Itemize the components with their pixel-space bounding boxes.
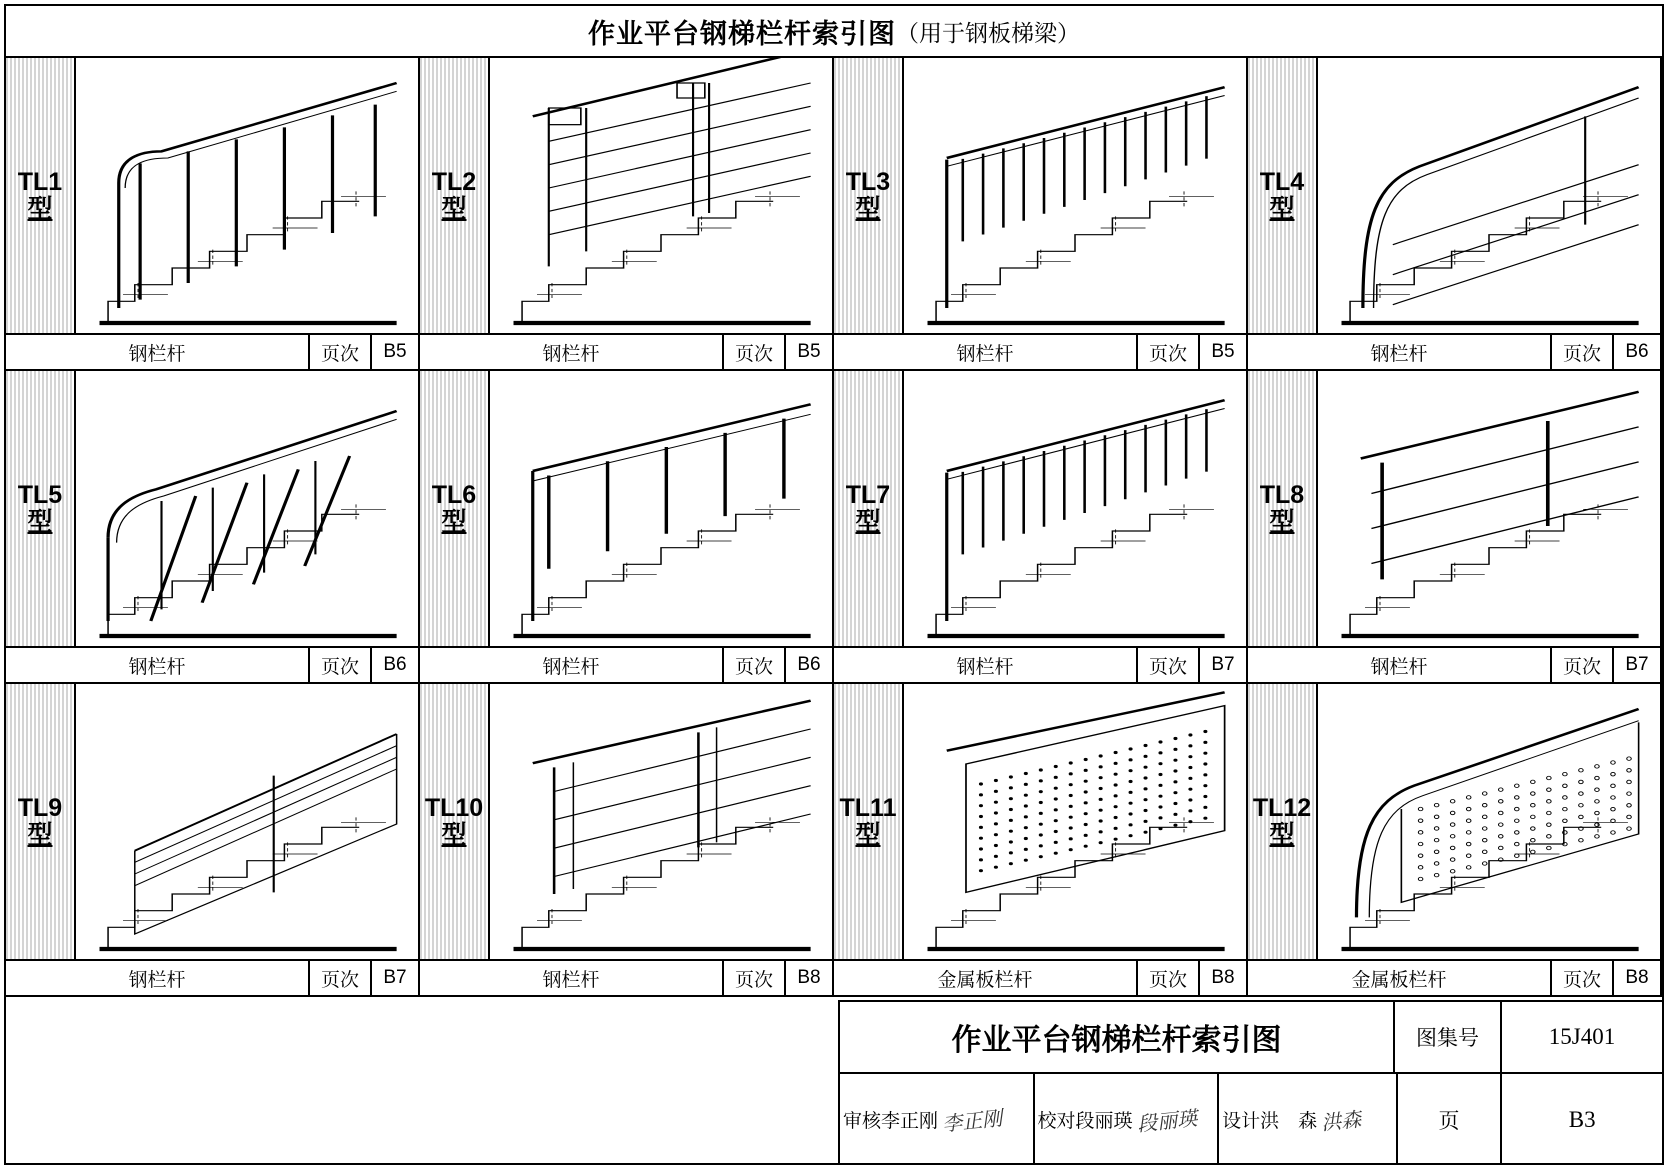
cell-footer (6, 646, 418, 682)
page-index-value: B6 (1612, 335, 1660, 369)
railing-drawing-tl11 (904, 684, 1246, 959)
cell-footer (1248, 333, 1660, 369)
type-code: TL6 (431, 481, 477, 510)
type-suffix: 型 (441, 507, 467, 536)
railing-drawing-tl12 (1318, 684, 1660, 959)
type-suffix: 型 (441, 194, 467, 223)
type-suffix: 型 (1269, 194, 1295, 223)
title-block-top (840, 1002, 1662, 1074)
railing-drawing-tl3 (904, 58, 1246, 333)
review-name: 李正刚 (881, 1111, 939, 1132)
index-cell-tl10[interactable] (420, 684, 834, 997)
page-index-label: 页次 (1550, 335, 1612, 369)
page-index-value: B7 (1198, 648, 1246, 682)
railing-name: 钢栏杆 (542, 343, 600, 365)
railing-drawing-tl9 (76, 684, 418, 959)
railing-name: 钢栏杆 (956, 343, 1014, 365)
page-label: 页 (1398, 1074, 1503, 1165)
page-index-label: 页次 (308, 648, 370, 682)
page-index-value: B5 (1198, 335, 1246, 369)
index-cell-tl11[interactable] (834, 684, 1248, 997)
type-tag-tl4 (1248, 58, 1318, 333)
type-suffix: 型 (855, 194, 881, 223)
sheet-title-paren: （用于钢板梯梁） (896, 19, 1080, 46)
index-cell-tl3[interactable] (834, 58, 1248, 371)
page-index-label: 页次 (1136, 648, 1198, 682)
railing-name: 金属板栏杆 (937, 969, 1033, 991)
railing-name: 钢栏杆 (128, 656, 186, 678)
type-suffix: 型 (27, 507, 53, 536)
index-cell-tl2[interactable] (420, 58, 834, 371)
review-cell (840, 1074, 1035, 1165)
type-suffix: 型 (855, 820, 881, 849)
type-code: TL3 (845, 168, 891, 197)
index-cell-tl5[interactable] (6, 371, 420, 684)
type-suffix: 型 (855, 507, 881, 536)
review-signature: 李正刚 (941, 1107, 1004, 1137)
type-tag-tl1 (6, 58, 76, 333)
type-tag-tl3 (834, 58, 904, 333)
railing-drawing-tl7 (904, 371, 1246, 646)
railing-name: 钢栏杆 (956, 656, 1014, 678)
cell-footer (1248, 646, 1660, 682)
check-signature: 段丽瑛 (1135, 1107, 1198, 1137)
railing-drawing-tl2 (490, 58, 832, 333)
cell-footer (834, 333, 1246, 369)
railing-name: 钢栏杆 (128, 343, 186, 365)
type-suffix: 型 (1269, 507, 1295, 536)
check-name: 段丽瑛 (1075, 1111, 1133, 1132)
type-suffix: 型 (27, 820, 53, 849)
type-tag-tl8 (1248, 371, 1318, 646)
title-block (838, 1000, 1662, 1165)
type-code: TL5 (17, 481, 63, 510)
page-index-label: 页次 (1136, 335, 1198, 369)
railing-name: 钢栏杆 (542, 656, 600, 678)
type-tag-tl10 (420, 684, 490, 959)
page-index-value: B5 (370, 335, 418, 369)
page-index-value: B7 (370, 961, 418, 995)
railing-name: 金属板栏杆 (1351, 969, 1447, 991)
type-tag-tl6 (420, 371, 490, 646)
index-cell-tl8[interactable] (1248, 371, 1662, 684)
index-cell-tl9[interactable] (6, 684, 420, 997)
sheet-title-bar (6, 6, 1662, 58)
index-cell-tl7[interactable] (834, 371, 1248, 684)
review-label: 审核 (843, 1111, 882, 1132)
railing-name: 钢栏杆 (1370, 343, 1428, 365)
page-index-value: B8 (1198, 961, 1246, 995)
design-name: 洪 森 (1260, 1111, 1318, 1132)
check-cell (1035, 1074, 1220, 1165)
type-code: TL12 (1252, 794, 1312, 823)
page-index-value: B5 (784, 335, 832, 369)
page-index-label: 页次 (1550, 961, 1612, 995)
page-index-value: B6 (784, 648, 832, 682)
type-tag-tl11 (834, 684, 904, 959)
title-block-title: 作业平台钢梯栏杆索引图 (951, 1024, 1282, 1057)
cell-footer (420, 959, 832, 995)
page-index-label: 页次 (722, 961, 784, 995)
type-suffix: 型 (1269, 820, 1295, 849)
type-suffix: 型 (27, 194, 53, 223)
railing-drawing-tl5 (76, 371, 418, 646)
type-tag-tl2 (420, 58, 490, 333)
page-index-label: 页次 (308, 335, 370, 369)
design-label: 设计 (1222, 1111, 1261, 1132)
type-suffix: 型 (441, 820, 467, 849)
design-signature: 洪森 (1320, 1108, 1363, 1136)
cell-footer (420, 333, 832, 369)
index-cell-tl1[interactable] (6, 58, 420, 371)
page-index-label: 页次 (722, 648, 784, 682)
page-index-value: B6 (370, 648, 418, 682)
type-code: TL10 (424, 794, 484, 823)
title-block-bottom (840, 1074, 1662, 1165)
railing-drawing-tl8 (1318, 371, 1660, 646)
railing-name: 钢栏杆 (1370, 656, 1428, 678)
index-cell-tl12[interactable] (1248, 684, 1662, 997)
index-cell-tl4[interactable] (1248, 58, 1662, 371)
check-label: 校对 (1037, 1111, 1076, 1132)
index-cell-tl6[interactable] (420, 371, 834, 684)
index-grid (6, 58, 1662, 998)
type-code: TL1 (17, 168, 63, 197)
type-code: TL2 (431, 168, 477, 197)
type-tag-tl12 (1248, 684, 1318, 959)
type-tag-tl5 (6, 371, 76, 646)
atlas-number-value: 15J401 (1500, 1002, 1662, 1072)
railing-drawing-tl6 (490, 371, 832, 646)
type-tag-tl9 (6, 684, 76, 959)
railing-drawing-tl1 (76, 58, 418, 333)
type-tag-tl7 (834, 371, 904, 646)
page-index-label: 页次 (308, 961, 370, 995)
cell-footer (6, 959, 418, 995)
page-index-value: B7 (1612, 648, 1660, 682)
sheet-title-main: 作业平台钢梯栏杆索引图 (588, 18, 896, 49)
railing-name: 钢栏杆 (128, 969, 186, 991)
railing-drawing-tl10 (490, 684, 832, 959)
cell-footer (6, 333, 418, 369)
atlas-number-label: 图集号 (1393, 1002, 1500, 1072)
cell-footer (420, 646, 832, 682)
cell-footer (834, 959, 1246, 995)
page-index-label: 页次 (1550, 648, 1612, 682)
page-index-label: 页次 (722, 335, 784, 369)
type-code: TL8 (1259, 481, 1305, 510)
type-code: TL11 (839, 794, 897, 823)
type-code: TL7 (845, 481, 891, 510)
railing-drawing-tl4 (1318, 58, 1660, 333)
page-index-label: 页次 (1136, 961, 1198, 995)
cell-footer (834, 646, 1246, 682)
page-index-value: B8 (1612, 961, 1660, 995)
design-cell (1219, 1074, 1398, 1165)
type-code: TL4 (1259, 168, 1305, 197)
page-value: B3 (1568, 1106, 1596, 1132)
type-code: TL9 (17, 794, 63, 823)
railing-name: 钢栏杆 (542, 969, 600, 991)
cell-footer (1248, 959, 1660, 995)
page-index-value: B8 (784, 961, 832, 995)
